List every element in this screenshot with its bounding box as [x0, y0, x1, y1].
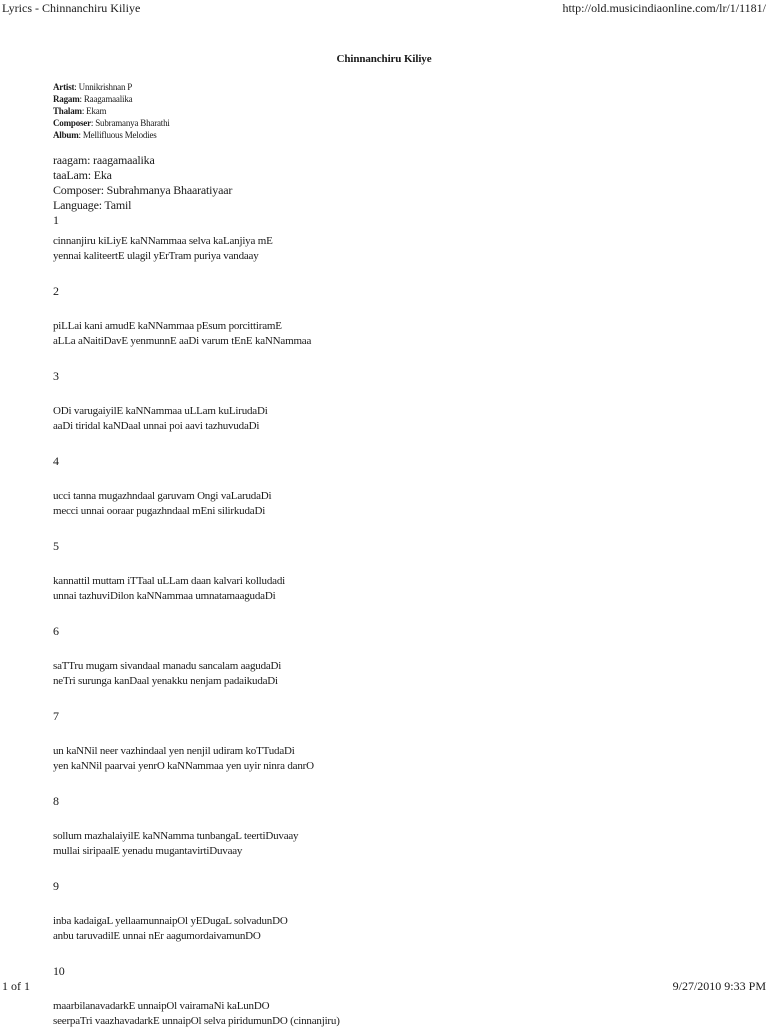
song-metadata	[53, 81, 170, 141]
lyric-line: un kaNNil neer vazhindaal yen nenjil udiram koTTudaDi	[53, 745, 295, 757]
verse	[53, 829, 753, 859]
meta-value: : Mellifluous Melodies	[78, 130, 157, 140]
page-count: 1 of 1	[2, 979, 30, 993]
lyric-line: unnai tazhuviDilon kaNNammaa umnatamaagudaDi	[53, 590, 276, 602]
verse-number: 8	[53, 794, 59, 808]
verse-number: 7	[53, 709, 59, 723]
lyric-line: kannattil muttam iTTaal uLLam daan kalvari kolludadi	[53, 575, 285, 587]
meta-album	[53, 129, 170, 141]
verse	[53, 659, 753, 689]
verse	[53, 489, 753, 519]
verse-number: 4	[53, 454, 59, 468]
lyric-line: aaDi tiridal kaNDaal unnai poi aavi tazhuvudaDi	[53, 420, 260, 432]
meta-value: : Unnikrishnan P	[74, 82, 133, 92]
lyric-line: cinnanjiru kiLiyE kaNNammaa selva kaLanjiya mE	[53, 235, 273, 247]
lyric-line: mecci unnai ooraar pugazhndaal mEni silirkudaDi	[53, 505, 266, 517]
meta-artist	[53, 81, 170, 93]
lyric-line: yennai kaliteertE ulagil yErTram puriya vandaay	[53, 250, 259, 262]
lyric-line: sollum mazhalaiyilE kaNNamma tunbangaL teertiDuvaay	[53, 830, 299, 842]
print-footer	[0, 978, 768, 994]
lyric-line: saTTru mugam sivandaal manadu sancalam aagudaDi	[53, 660, 282, 672]
page-tab-title: Lyrics - Chinnanchiru Kiliye	[2, 1, 141, 15]
lyric-line: ucci tanna mugazhndaal garuvam Ongi vaLarudaDi	[53, 490, 272, 502]
verse-number: 9	[53, 879, 59, 893]
meta-composer	[53, 117, 170, 129]
intro-line: taaLam: Eka	[53, 168, 112, 182]
lyrics-body	[53, 234, 753, 1029]
verse-number: 5	[53, 539, 59, 553]
lyric-line: mullai siripaalE yenadu mugantavirtiDuvaay	[53, 845, 243, 857]
lyric-line: neTri surunga kanDaal yenakku nenjam padaikudaDi	[53, 675, 278, 687]
verse	[53, 574, 753, 604]
meta-label: Composer	[53, 118, 91, 128]
meta-label: Album	[53, 130, 79, 140]
verse	[53, 404, 753, 434]
verse	[53, 744, 753, 774]
lyric-line: inba kadaigaL yellaamunnaipOl yEDugaL solvadunDO	[53, 915, 288, 927]
intro-line: raagam: raagamaalika	[53, 153, 155, 167]
print-timestamp: 9/27/2010 9:33 PM	[672, 979, 766, 993]
verse-number: 3	[53, 369, 59, 383]
lyric-line: yen kaNNil paarvai yenrO kaNNammaa yen uyir ninra danrO	[53, 760, 314, 772]
meta-label: Artist	[53, 82, 75, 92]
verse	[53, 319, 753, 349]
verse-number: 2	[53, 284, 59, 298]
lyric-line: anbu taruvadilE unnai nEr aagumordaivamunDO	[53, 930, 261, 942]
verse	[53, 999, 753, 1029]
lyric-line: maarbilanavadarkE unnaipOl vairamaNi kaLunDO	[53, 1000, 270, 1012]
meta-value: : Raagamaalika	[79, 94, 133, 104]
lyric-line: seerpaTri vaazhavadarkE unnaipOl selva piridumunDO (cinnanjiru)	[53, 1015, 340, 1027]
meta-label: Ragam	[53, 94, 80, 104]
meta-value: : Ekam	[81, 106, 107, 116]
meta-thalam	[53, 105, 170, 117]
lyrics-intro	[53, 153, 232, 228]
print-header	[0, 0, 768, 16]
meta-ragam	[53, 93, 170, 105]
verse	[53, 914, 753, 944]
lyric-line: aLLa aNaitiDavE yenmunnE aaDi varum tEnE kaNNammaa	[53, 335, 312, 347]
verse-number: 1	[53, 213, 59, 227]
song-title: Chinnanchiru Kiliye	[336, 53, 432, 65]
meta-value: : Subramanya Bharathi	[90, 118, 170, 128]
page-url: http://old.musicindiaonline.com/lr/1/1181/	[562, 1, 766, 15]
meta-label: Thalam	[53, 106, 82, 116]
lyric-line: piLLai kani amudE kaNNammaa pEsum porcittiramE	[53, 320, 282, 332]
verse-number: 6	[53, 624, 59, 638]
intro-line: Composer: Subrahmanya Bhaaratiyaar	[53, 183, 233, 197]
verse	[53, 234, 753, 264]
lyric-line: ODi varugaiyilE kaNNammaa uLLam kuLirudaDi	[53, 405, 268, 417]
verse-number: 10	[53, 964, 65, 978]
intro-line: Language: Tamil	[53, 198, 132, 212]
